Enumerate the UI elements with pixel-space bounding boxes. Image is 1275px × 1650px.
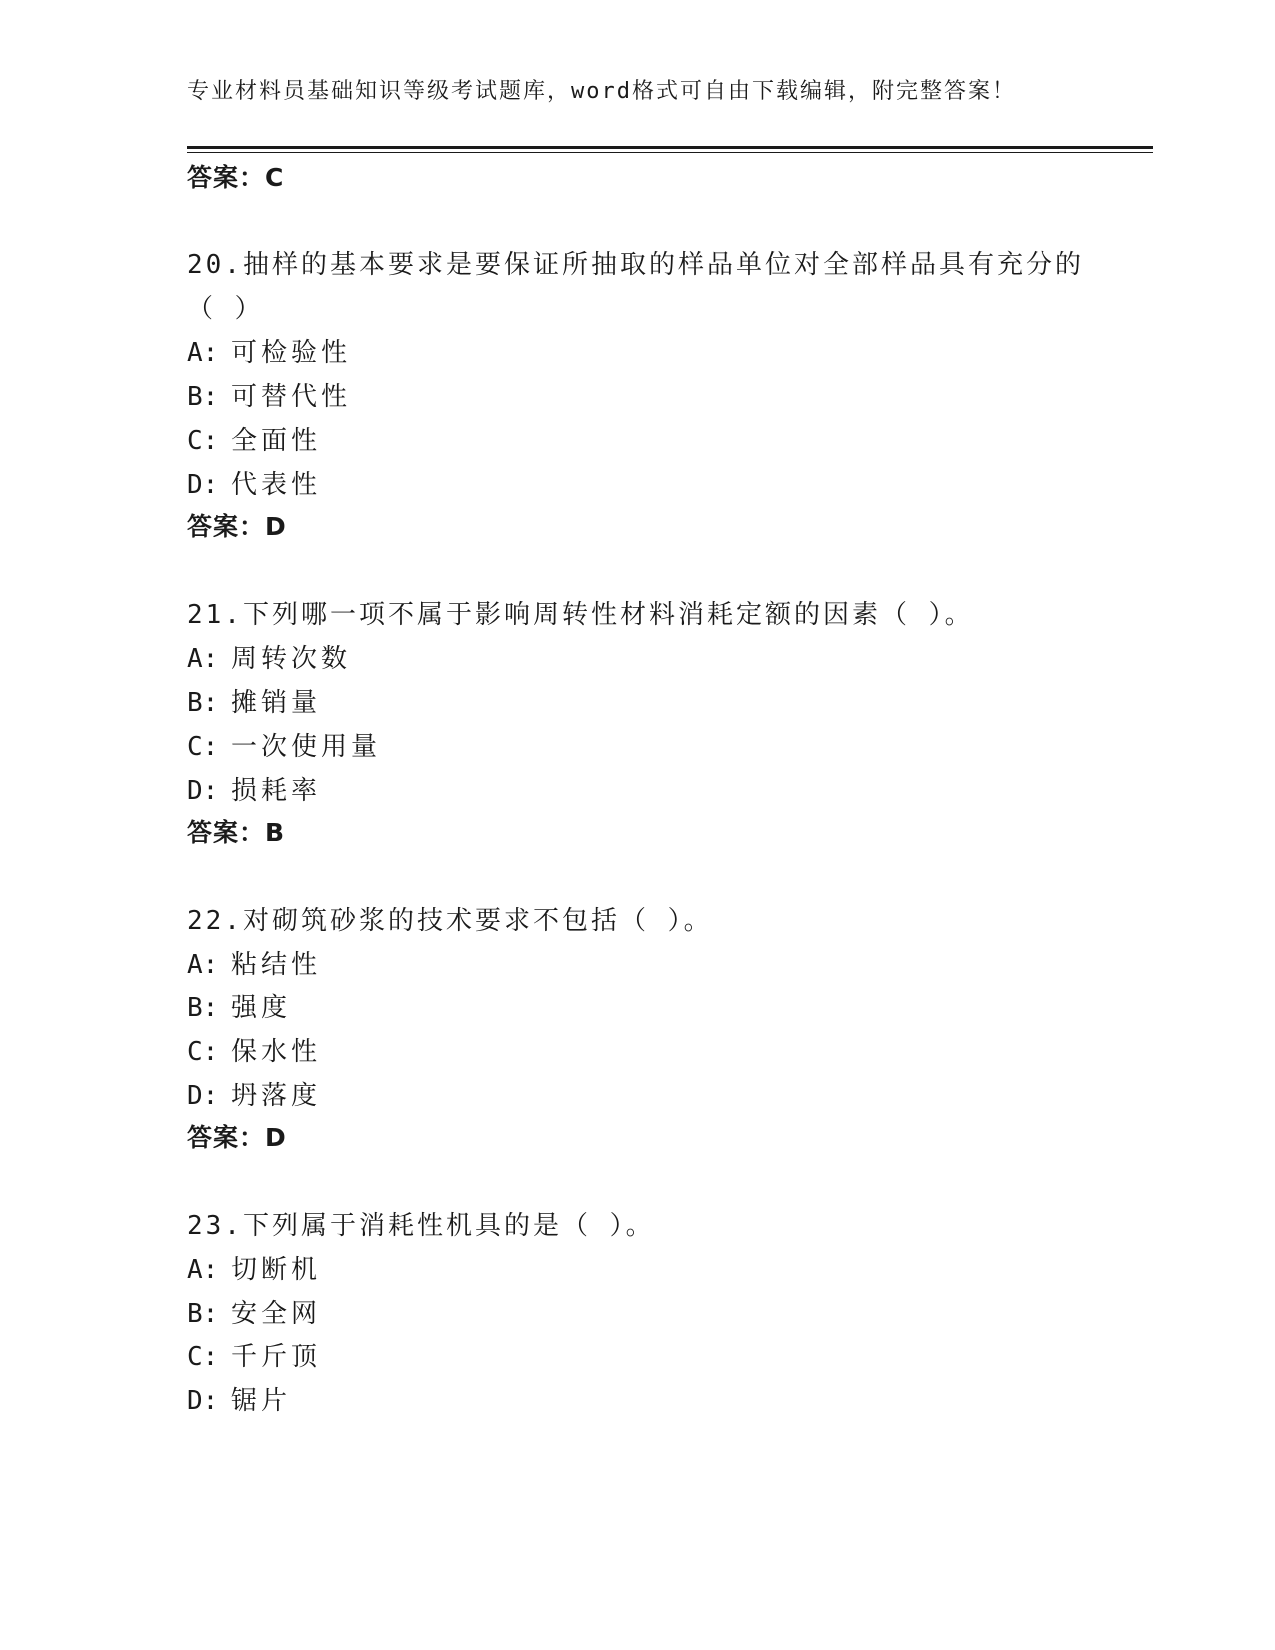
option-d xyxy=(187,1380,291,1417)
option-text: 锯片 xyxy=(231,1386,292,1416)
option-key: A: xyxy=(187,1255,219,1285)
option-d xyxy=(187,1075,321,1112)
option-d xyxy=(187,770,321,807)
previous-answer: 答案：C xyxy=(187,163,285,192)
answer-line: 答案：D xyxy=(187,1123,287,1152)
header-divider-thin xyxy=(187,152,1153,153)
option-key: B: xyxy=(187,382,219,412)
option-text: 可替代性 xyxy=(231,382,352,412)
option-a xyxy=(187,332,351,369)
option-text: 周转次数 xyxy=(231,644,352,674)
option-text: 千斤顶 xyxy=(231,1342,322,1372)
option-text: 坍落度 xyxy=(231,1081,322,1111)
option-text: 切断机 xyxy=(231,1255,322,1285)
option-text: 一次使用量 xyxy=(231,732,382,762)
option-text: 代表性 xyxy=(231,470,322,500)
question-stem: 20.抽样的基本要求是要保证所抽取的样品单位对全部样品具有充分的 xyxy=(187,250,1084,280)
option-key: D: xyxy=(187,1081,219,1111)
option-key: D: xyxy=(187,776,219,806)
option-b xyxy=(187,682,321,719)
question-stem-continued: （ ） xyxy=(187,294,264,324)
option-key: C: xyxy=(187,732,219,762)
option-key: A: xyxy=(187,338,219,368)
header-divider-thick xyxy=(187,146,1153,149)
option-text: 粘结性 xyxy=(231,950,322,980)
option-key: A: xyxy=(187,950,219,980)
option-c xyxy=(187,726,381,763)
option-text: 保水性 xyxy=(231,1037,322,1067)
option-text: 安全网 xyxy=(231,1299,322,1329)
option-key: B: xyxy=(187,993,219,1023)
option-key: B: xyxy=(187,688,219,718)
page-header: 专业材料员基础知识等级考试题库，word格式可自由下载编辑，附完整答案！ xyxy=(187,79,1016,104)
option-key: D: xyxy=(187,470,219,500)
option-c xyxy=(187,1031,321,1068)
option-key: C: xyxy=(187,1037,219,1067)
option-text: 摊销量 xyxy=(231,688,322,718)
option-b xyxy=(187,376,351,413)
option-key: B: xyxy=(187,1299,219,1329)
option-key: D: xyxy=(187,1386,219,1416)
option-d xyxy=(187,464,321,501)
option-key: A: xyxy=(187,644,219,674)
option-a xyxy=(187,944,321,981)
answer-line: 答案：D xyxy=(187,512,287,541)
option-text: 损耗率 xyxy=(231,776,322,806)
option-text: 全面性 xyxy=(231,426,322,456)
option-key: C: xyxy=(187,1342,219,1372)
option-c xyxy=(187,1336,321,1373)
option-b xyxy=(187,987,291,1024)
option-b xyxy=(187,1293,321,1330)
question-stem: 22.对砌筑砂浆的技术要求不包括（ ）。 xyxy=(187,906,713,936)
question-stem: 21.下列哪一项不属于影响周转性材料消耗定额的因素（ ）。 xyxy=(187,600,974,630)
option-a xyxy=(187,638,351,675)
option-c xyxy=(187,420,321,457)
option-key: C: xyxy=(187,426,219,456)
option-text: 强度 xyxy=(231,993,292,1023)
answer-line: 答案：B xyxy=(187,818,286,847)
question-stem: 23.下列属于消耗性机具的是（ ）。 xyxy=(187,1211,655,1241)
option-text: 可检验性 xyxy=(231,338,352,368)
option-a xyxy=(187,1249,321,1286)
